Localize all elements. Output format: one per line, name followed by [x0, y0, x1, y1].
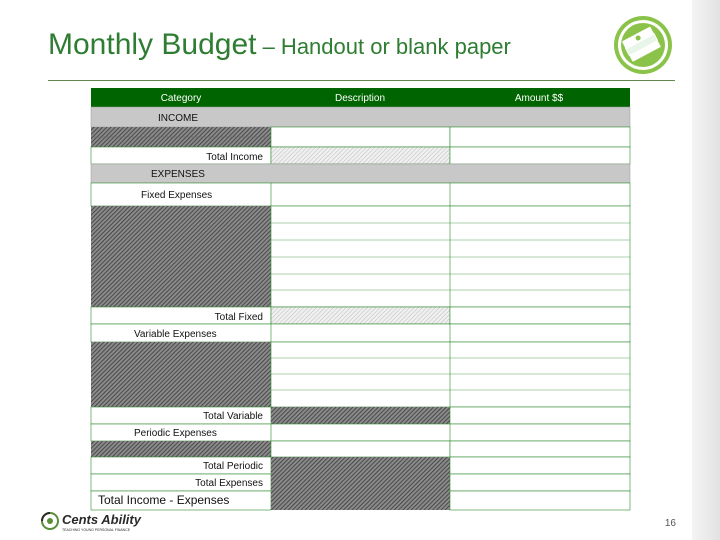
total-income-minus-expenses-label: Total Income - Expenses	[98, 493, 230, 507]
page-number: 16	[664, 518, 676, 529]
cents-ability-logo	[40, 511, 190, 538]
total-income-label: Total Income	[206, 152, 263, 163]
periodic-entry-rows	[91, 441, 630, 457]
header-category: Category	[160, 93, 202, 104]
income-label: INCOME	[158, 113, 198, 124]
periodic-expenses-label: Periodic Expenses	[134, 428, 217, 439]
total-variable-label: Total Variable	[203, 411, 263, 422]
fixed-entry-rows	[91, 206, 630, 307]
header-description: Description	[334, 93, 386, 104]
header-amount: Amount $$	[514, 93, 564, 104]
fixed-expenses-label: Fixed Expenses	[141, 190, 213, 201]
total-fixed-label: Total Fixed	[214, 312, 263, 323]
variable-entry-rows	[91, 342, 630, 407]
variable-expenses-label: Variable Expenses	[134, 329, 217, 340]
svg-text:TEACHING YOUNG PERSONAL FINANC: TEACHING YOUNG PERSONAL FINANCE	[62, 528, 131, 532]
total-periodic-label: Total Periodic	[202, 461, 263, 472]
income-entry-rows	[91, 127, 630, 147]
title-sub: – Handout or blank paper	[256, 34, 511, 59]
total-expenses-label: Total Expenses	[195, 478, 263, 489]
expenses-label: EXPENSES	[151, 169, 205, 180]
svg-text:Cents Ability: Cents Ability	[62, 512, 141, 527]
title-main: Monthly Budget	[48, 28, 257, 61]
